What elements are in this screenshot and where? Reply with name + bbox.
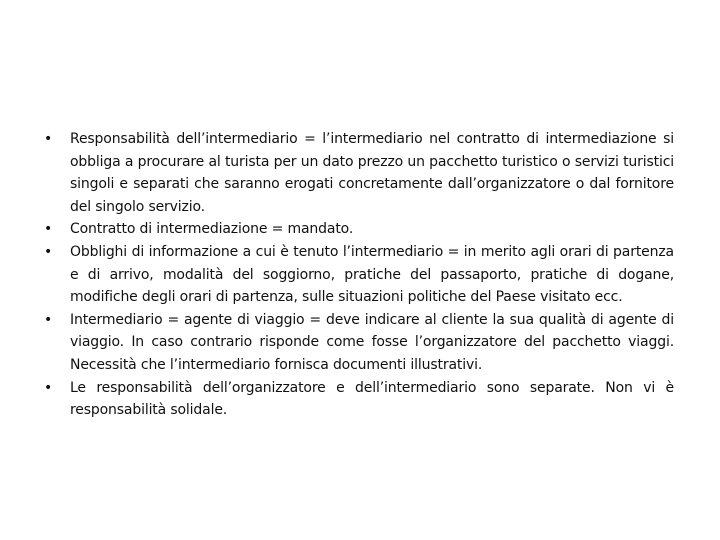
bullet-text: Contratto di intermediazione = mandato. (70, 221, 354, 238)
bullet-text: Le responsabilità dell’organizzatore e dell’intermediario sono separate. Non vi è responsabilità solidale. (70, 379, 674, 419)
bullet-text: Responsabilità dell’intermediario = l’intermediario nel contratto di intermediazione si obbliga a procurare al turista per un dato prezzo un pacchetto turistico o servizi turistici singoli e separati che saranno erogati concretamente dall’organizzatore o dal fornitore del singolo servizio. (70, 131, 674, 215)
bullet-text: Obblighi di informazione a cui è tenuto l’intermediario = in merito agli orari di partenza e di arrivo, modalità del soggiorno, pratiche del passaporto, pratiche di dogane, modifiche degli orari di partenza, sulle situazioni politiche del Paese visitato ecc. (70, 243, 674, 306)
bullet-icon: • (44, 379, 53, 396)
bullet-icon: • (44, 243, 53, 260)
bullet-item-responsabilita (44, 128, 674, 218)
bullet-item-responsabilita-separate (44, 377, 674, 422)
bullet-icon: • (44, 131, 53, 147)
bullet-list (44, 128, 674, 422)
bullet-text: Intermediario = agente di viaggio = deve indicare al cliente la sua qualità di agente di viaggio. In caso contrario risponde come fosse l’organizzatore del pacchetto viaggi. Necessità che l’intermediario fornisca documenti illustrativi. (70, 311, 674, 373)
bullet-icon: • (44, 221, 53, 238)
bullet-item-obblighi (44, 241, 674, 309)
bullet-item-contratto (44, 218, 674, 241)
bullet-item-intermediario (44, 309, 674, 377)
bullet-icon: • (44, 311, 53, 328)
